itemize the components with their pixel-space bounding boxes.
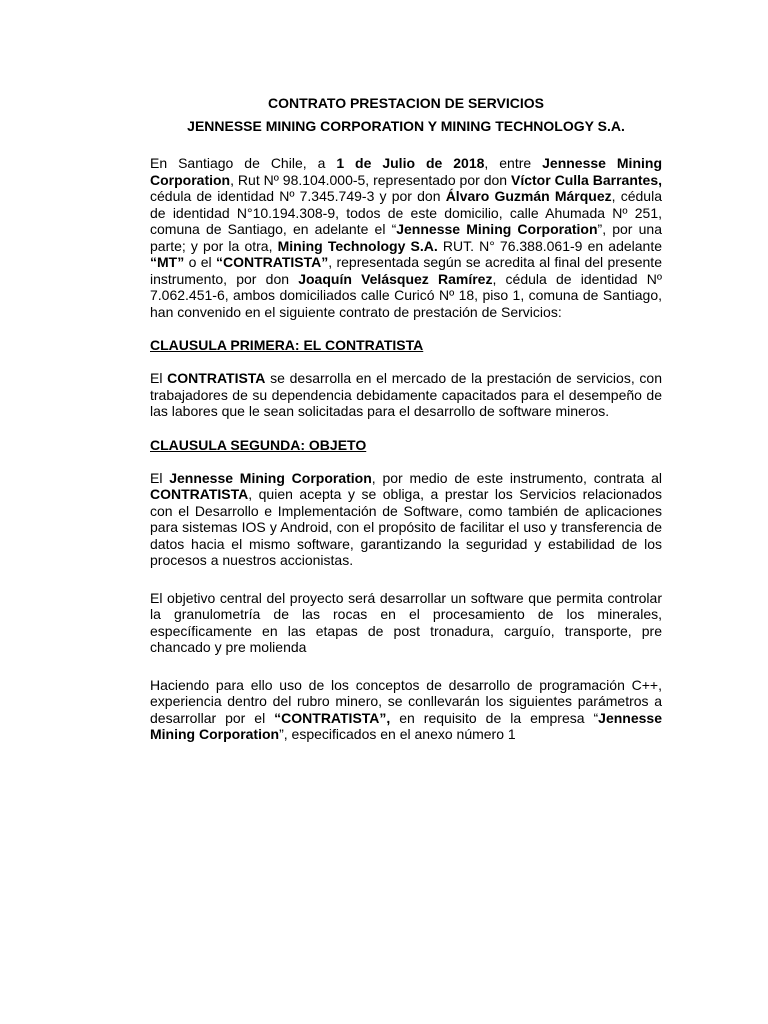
text-run: ”, especificados en el anexo número 1: [279, 726, 516, 742]
contract-document: [150, 94, 662, 743]
text-run: , cédula de identidad N°10.194.308-9, todos de este domicilio, calle Ahumada Nº 251, comuna de Santiago, en adelante el “: [150, 188, 662, 237]
clause-1-paragraph: [150, 370, 662, 420]
bold-text-run: Víctor Culla Barrantes,: [510, 171, 662, 188]
document-subtitle: JENNESSE MINING CORPORATION Y MINING TECHNOLOGY S.A.: [187, 118, 625, 134]
text-run: o el: [184, 254, 216, 270]
text-run: se desarrolla en el mercado de la prestación de servicios, con trabajadores de su dependencia debidamente capacitados para el desempeño de las labores que le sean solicitadas para el desarrollo de software mineros.: [150, 370, 662, 419]
text-run: El: [150, 469, 170, 486]
bold-text-run: 1 de Julio de 2018: [336, 155, 485, 171]
clause-1-heading: CLAUSULA PRIMERA: EL CONTRATISTA: [150, 337, 424, 353]
text-run: , por medio de este instrumento, contrata al: [371, 469, 662, 486]
bold-text-run: Jennesse Mining Corporation: [150, 709, 662, 742]
bold-text-run: Jennesse Mining Corporation: [150, 155, 662, 188]
text-run: en requisito de la empresa “: [390, 709, 599, 726]
text-run: , quien acepta y se obliga, a prestar los Servicios relacionados con el Desarrollo e Implementación de Software, como también de aplicaciones para sistemas IOS y Android, con el propósito de facilitar el uso y transferencia de datos hacia el mismo software, garantizando la seguridad y estabilidad de los procesos a nuestros accionistas.: [150, 486, 662, 568]
bold-text-run: Jennesse Mining Corporation: [169, 469, 372, 486]
bold-text-run: CONTRATISTA: [150, 486, 249, 502]
bold-text-run: “CONTRATISTA”,: [274, 709, 391, 726]
text-run: El objetivo central del proyecto será desarrollar un software que permita controlar la granulometría de las rocas en el procesamiento de los minerales, específicamente en las etapas de post tronadura, carguío, transporte, pre chancado y pre molienda: [150, 589, 662, 655]
text-run: , entre: [484, 155, 543, 171]
text-run: , representada según se acredita al final del presente instrumento, por don: [150, 254, 662, 287]
clause-2-paragraph-2: [150, 590, 662, 656]
text-run: RUT. N° 76.388.061-9 en adelante: [437, 237, 662, 254]
intro-paragraph: [150, 155, 662, 320]
clause-2-paragraph-1: [150, 470, 662, 569]
text-run: El: [150, 370, 168, 386]
bold-text-run: “CONTRATISTA”: [215, 254, 329, 270]
text-run: , Rut Nº 98.104.000-5, representado por don: [230, 171, 511, 188]
text-run: En Santiago de Chile, a: [150, 155, 337, 171]
bold-text-run: Mining Technology S.A.: [277, 237, 438, 254]
clause-2-heading: CLAUSULA SEGUNDA: OBJETO: [150, 436, 367, 453]
text-run: Haciendo para ello uso de los conceptos de desarrollo de programación C++, experiencia dentro del rubro minero, se conllevarán los siguientes parámetros a desarrollar por el: [150, 676, 662, 726]
text-run: , cédula de identidad Nº 7.062.451-6, ambos domiciliados calle Curicó Nº 18, piso 1, comuna de Santiago, han convenido en el siguiente contrato de prestación de Servicios:: [150, 270, 663, 320]
bold-text-run: Álvaro Guzmán Márquez: [445, 188, 612, 204]
document-title: CONTRATO PRESTACION DE SERVICIOS: [268, 95, 544, 111]
bold-text-run: “MT”: [150, 254, 185, 270]
bold-text-run: Jennesse Mining Corporation: [396, 221, 598, 237]
bold-text-run: CONTRATISTA: [167, 370, 266, 386]
text-run: ”, por una parte; y por la otra,: [150, 221, 662, 254]
bold-text-run: Joaquín Velásquez Ramírez: [298, 270, 493, 287]
clause-2-paragraph-3: [150, 677, 662, 743]
text-run: cédula de identidad Nº 7.345.749-3 y por don: [150, 188, 446, 204]
